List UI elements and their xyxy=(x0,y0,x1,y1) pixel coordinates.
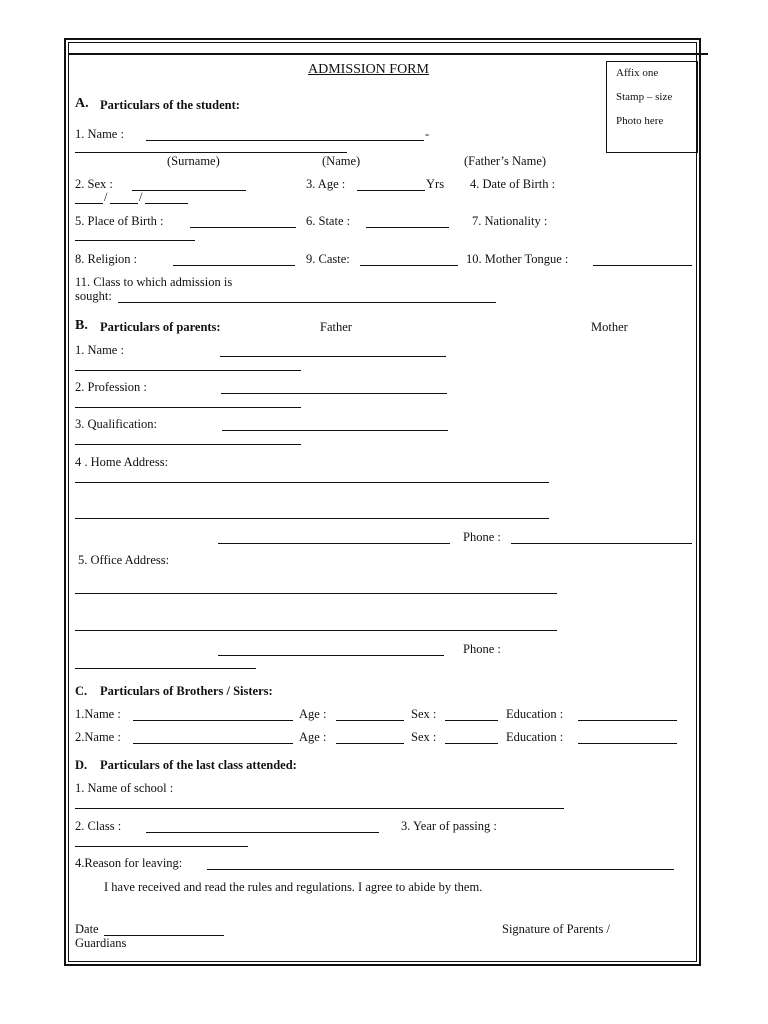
school-name-field[interactable] xyxy=(75,808,564,809)
class-admission-label-2: sought: xyxy=(75,289,112,303)
section-c-letter: C. xyxy=(75,684,88,698)
sex-label: 2. Sex : xyxy=(75,177,113,191)
office-address-field-2[interactable] xyxy=(75,630,557,631)
mother-profession-field[interactable] xyxy=(75,407,301,408)
nationality-field[interactable] xyxy=(75,240,195,241)
mother-qualification-field[interactable] xyxy=(75,444,301,445)
office-phone-field[interactable] xyxy=(75,668,256,669)
mother-tongue-field[interactable] xyxy=(593,265,692,266)
home-address-label: 4 . Home Address: xyxy=(75,455,169,469)
home-address-field-1[interactable] xyxy=(75,482,549,483)
office-address-label: 5. Office Address: xyxy=(78,553,170,567)
father-profession-field[interactable] xyxy=(221,393,447,394)
form-inner-border xyxy=(68,42,697,962)
father-qualification-field[interactable] xyxy=(222,430,448,431)
sibling-2-name-field[interactable] xyxy=(133,743,293,744)
photo-box-line1: Affix one xyxy=(616,67,659,79)
sibling-2-sex-field[interactable] xyxy=(445,743,498,744)
year-of-passing-field[interactable] xyxy=(75,846,248,847)
office-address-field-3[interactable] xyxy=(218,655,444,656)
place-of-birth-label: 5. Place of Birth : xyxy=(75,214,164,228)
student-name-label: 1. Name : xyxy=(75,127,124,141)
surname-hint: (Surname) xyxy=(167,154,220,168)
sibling-2-sex-label: Sex : xyxy=(411,730,437,744)
photo-box-line3: Photo here xyxy=(616,115,664,127)
dob-sep-1: / xyxy=(104,190,108,204)
caste-field[interactable] xyxy=(360,265,458,266)
sibling-1-name-label: 1.Name : xyxy=(75,707,121,721)
sibling-1-education-field[interactable] xyxy=(578,720,677,721)
student-name-field-2[interactable] xyxy=(75,152,347,153)
class-admission-label-1: 11. Class to which admission is xyxy=(75,275,233,289)
sibling-2-age-label: Age : xyxy=(299,730,327,744)
office-address-field-1[interactable] xyxy=(75,593,557,594)
caste-label: 9. Caste: xyxy=(306,252,350,266)
dob-month-field[interactable] xyxy=(110,203,138,204)
age-label: 3. Age : xyxy=(306,177,346,191)
sibling-1-sex-label: Sex : xyxy=(411,707,437,721)
student-name-field[interactable] xyxy=(146,140,424,141)
state-field[interactable] xyxy=(366,227,449,228)
fathers-name-hint: (Father’s Name) xyxy=(464,154,547,168)
guardians-label: Guardians xyxy=(75,936,127,950)
class-admission-field[interactable] xyxy=(118,302,496,303)
home-address-field-3[interactable] xyxy=(218,543,450,544)
section-d-heading: Particulars of the last class attended: xyxy=(100,758,297,772)
office-phone-label: Phone : xyxy=(463,642,501,656)
father-column-header: Father xyxy=(320,320,352,334)
mother-tongue-label: 10. Mother Tongue : xyxy=(466,252,569,266)
sibling-1-age-label: Age : xyxy=(299,707,327,721)
home-phone-label: Phone : xyxy=(463,530,501,544)
sibling-1-sex-field[interactable] xyxy=(445,720,498,721)
sex-field[interactable] xyxy=(132,190,246,191)
photo-box xyxy=(606,61,698,153)
sibling-2-education-label: Education : xyxy=(506,730,564,744)
dob-sep-2: / xyxy=(139,190,143,204)
sibling-2-name-label: 2.Name : xyxy=(75,730,121,744)
section-b-letter: B. xyxy=(75,318,88,333)
home-phone-field[interactable] xyxy=(511,543,692,544)
last-class-label: 2. Class : xyxy=(75,819,122,833)
section-c-heading: Particulars of Brothers / Sisters: xyxy=(100,684,273,698)
sibling-1-education-label: Education : xyxy=(506,707,564,721)
mother-column-header: Mother xyxy=(591,320,628,334)
section-d-letter: D. xyxy=(75,758,88,772)
dob-label: 4. Date of Birth : xyxy=(470,177,556,191)
last-class-field[interactable] xyxy=(146,832,379,833)
section-a-letter: A. xyxy=(75,96,89,111)
place-of-birth-field[interactable] xyxy=(190,227,296,228)
date-label: Date xyxy=(75,922,99,936)
sibling-2-age-field[interactable] xyxy=(336,743,404,744)
form-title: ADMISSION FORM xyxy=(308,62,429,77)
qualification-label: 3. Qualification: xyxy=(75,417,157,431)
school-name-label: 1. Name of school : xyxy=(75,781,174,795)
section-b-heading: Particulars of parents: xyxy=(100,320,221,334)
declaration-text: I have received and read the rules and regulations. I agree to abide by them. xyxy=(104,880,483,894)
state-label: 6. State : xyxy=(306,214,351,228)
profession-label: 2. Profession : xyxy=(75,380,147,394)
dob-day-field[interactable] xyxy=(75,203,103,204)
section-a-heading: Particulars of the student: xyxy=(100,98,240,112)
home-address-field-2[interactable] xyxy=(75,518,549,519)
dob-year-field[interactable] xyxy=(145,203,188,204)
signature-label: Signature of Parents / xyxy=(502,922,610,936)
sibling-1-age-field[interactable] xyxy=(336,720,404,721)
father-name-field[interactable] xyxy=(220,356,446,357)
nationality-label: 7. Nationality : xyxy=(472,214,548,228)
sibling-1-name-field[interactable] xyxy=(133,720,293,721)
religion-field[interactable] xyxy=(173,265,295,266)
year-of-passing-label: 3. Year of passing : xyxy=(401,819,497,833)
age-field[interactable] xyxy=(357,190,425,191)
sibling-2-education-field[interactable] xyxy=(578,743,677,744)
reason-for-leaving-label: 4.Reason for leaving: xyxy=(75,856,183,870)
name-hint: (Name) xyxy=(322,154,361,168)
photo-box-line2: Stamp – size xyxy=(616,91,673,103)
student-name-dash: - xyxy=(425,127,430,141)
top-rule xyxy=(68,53,708,55)
mother-name-field[interactable] xyxy=(75,370,301,371)
reason-for-leaving-field[interactable] xyxy=(207,869,674,870)
religion-label: 8. Religion : xyxy=(75,252,138,266)
parent-name-label: 1. Name : xyxy=(75,343,124,357)
age-unit: Yrs xyxy=(426,177,445,191)
